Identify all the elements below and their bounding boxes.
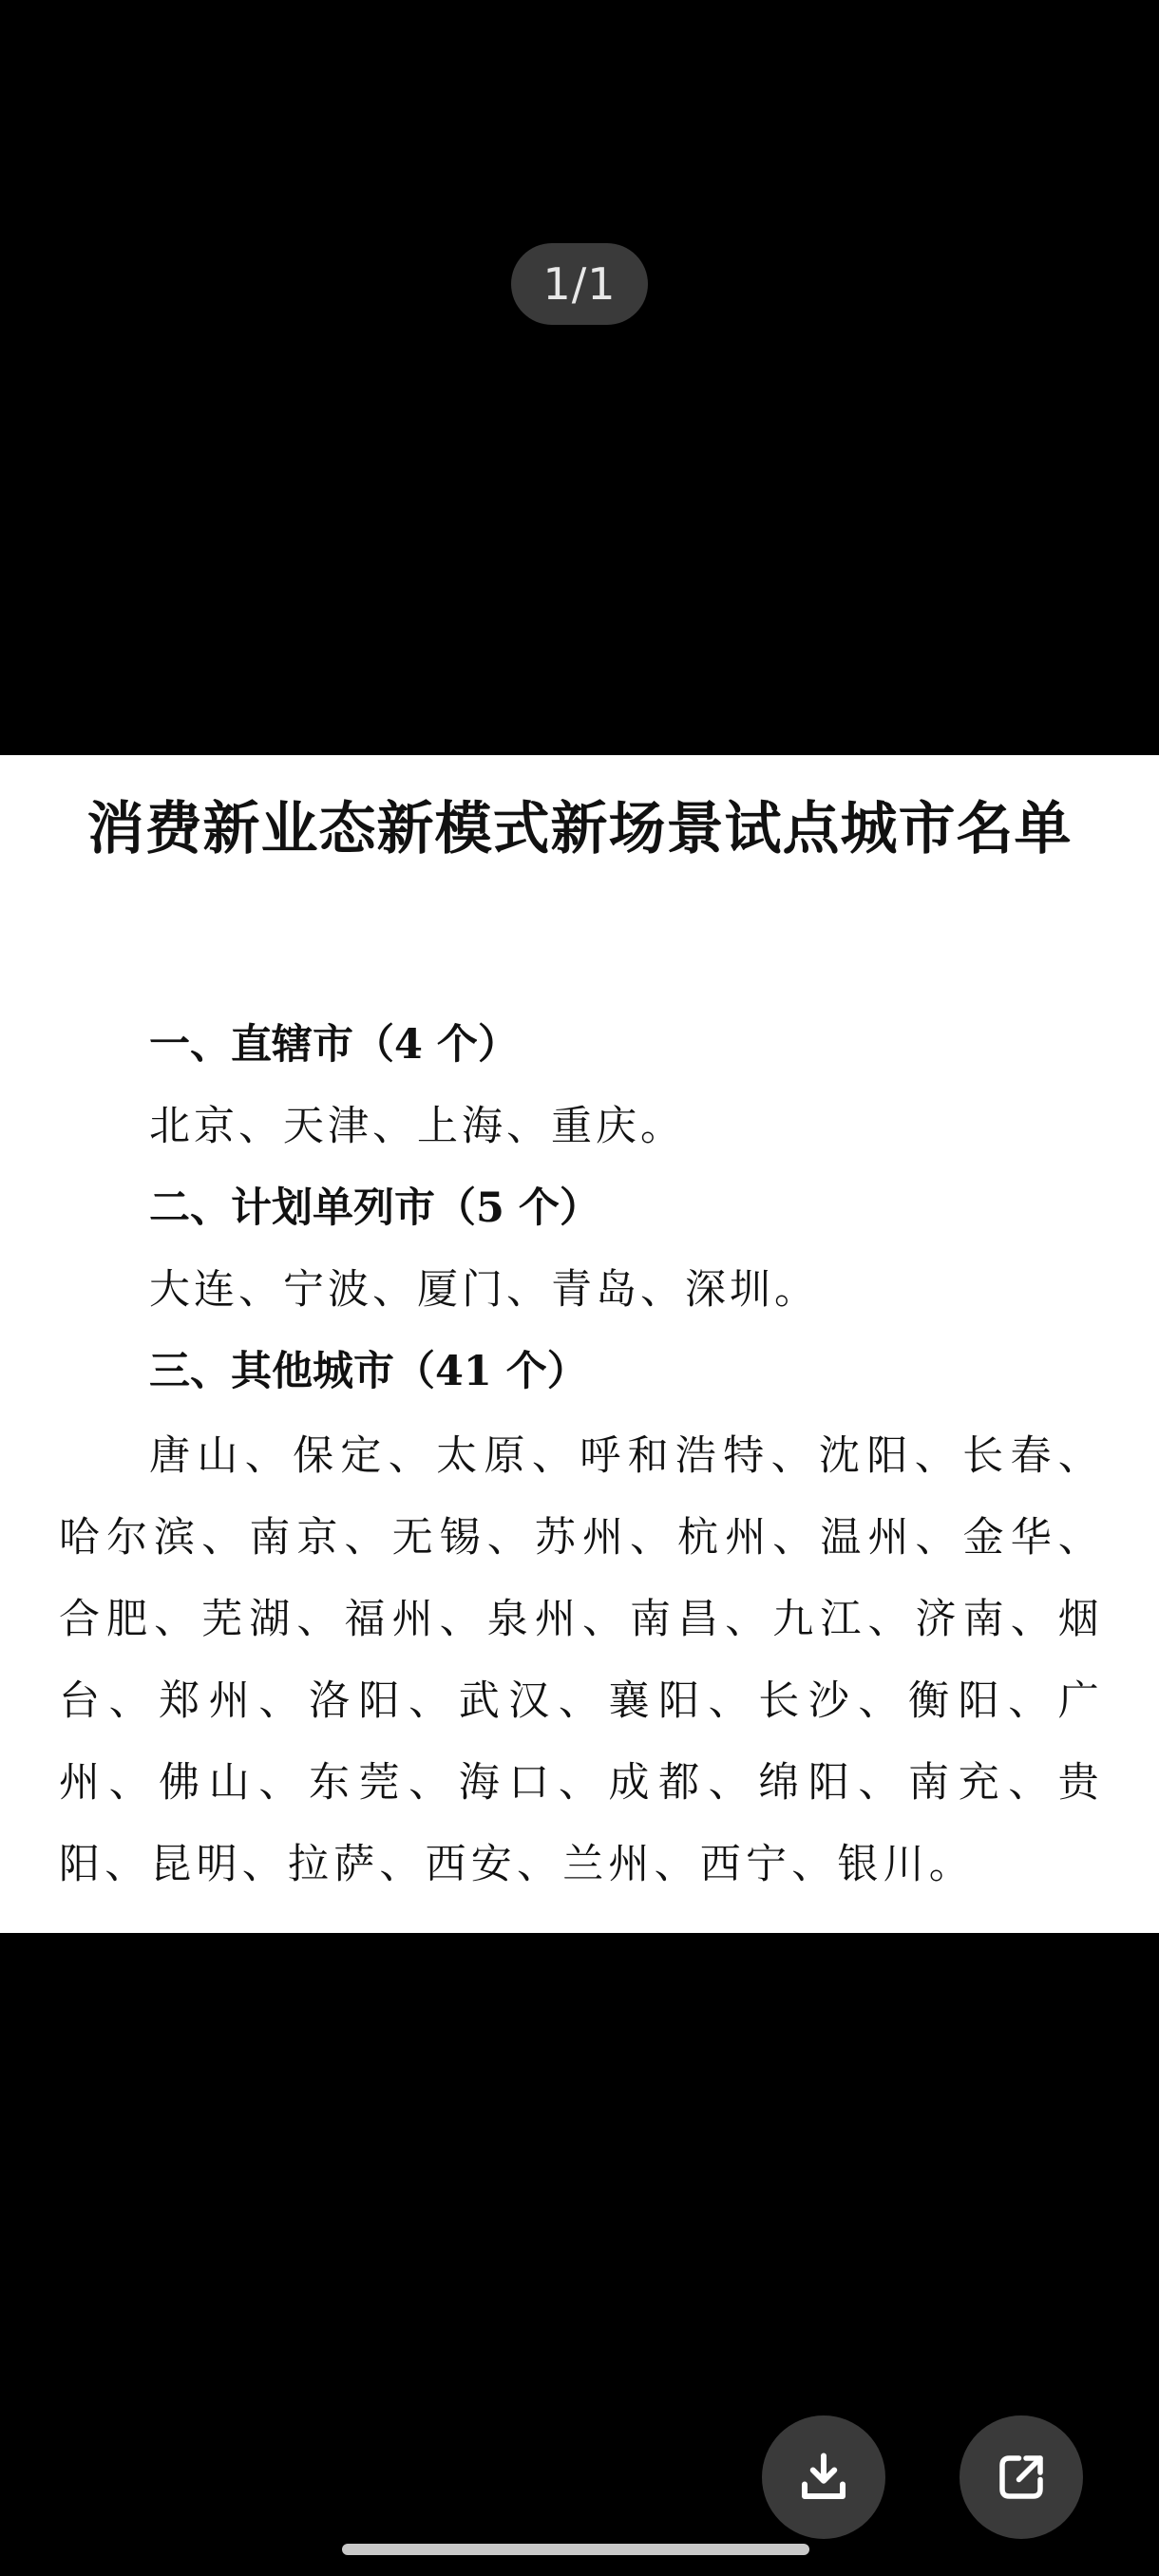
share-button[interactable] [960,2415,1083,2539]
home-indicator[interactable] [342,2544,809,2555]
section-text-other-cities: 唐山、保定、太原、呼和浩特、沈阳、长春、哈尔滨、南京、无锡、苏州、杭州、温州、金华、合肥、芜湖、福州、泉州、南昌、九江、济南、烟台、郑州、洛阳、武汉、襄阳、长沙、衡阳、广州、佛山、东莞、海口、成都、绵阳、南充、贵阳、昆明、拉萨、西安、兰州、西宁、银川。 [59,1432,1104,1888]
section-text-municipalities: 北京、天津、上海、重庆。 [149,1103,685,1150]
section-heading-separately-listed: 二、计划单列市（5 个） [149,1184,600,1232]
section-text-separately-listed: 大连、宁波、厦门、青岛、深圳。 [149,1266,819,1314]
share-external-icon [993,2449,1050,2506]
download-icon [795,2449,852,2506]
download-button[interactable] [762,2415,885,2539]
section-heading-other-cities: 三、其他城市（41 个） [149,1348,588,1395]
document-image[interactable] [0,755,1159,1933]
page-counter: 1/1 [511,243,648,325]
document-title: 消费新业态新模式新场景试点城市名单 [86,796,1073,862]
section-heading-municipalities: 一、直辖市（4 个） [149,1021,519,1069]
